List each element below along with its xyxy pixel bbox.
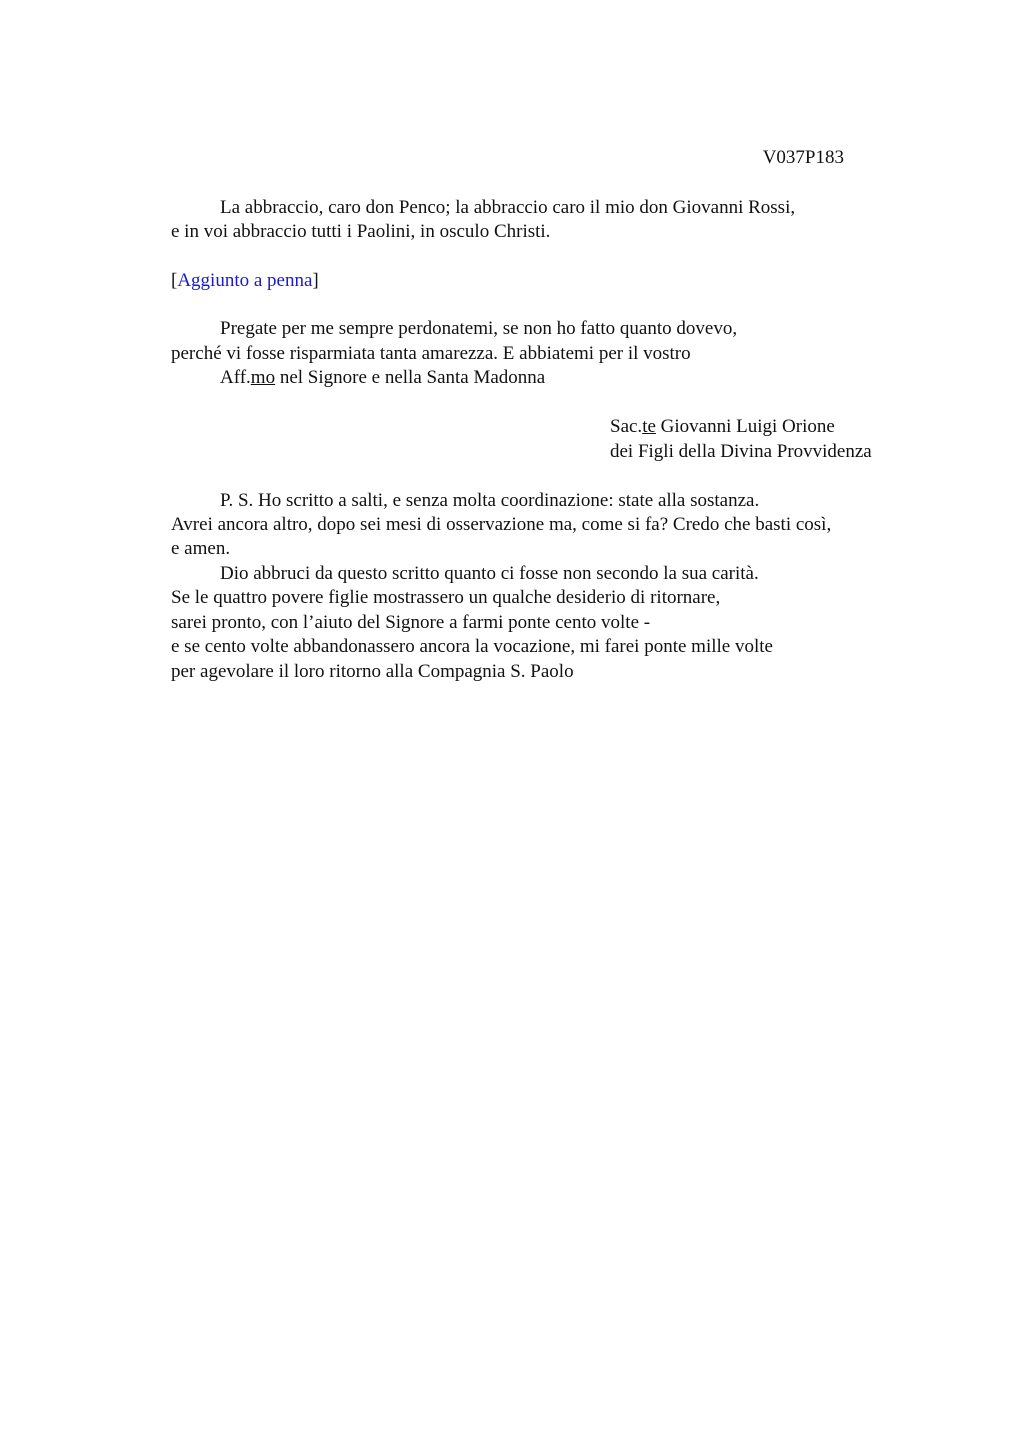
postscript-line: e amen. <box>171 538 231 559</box>
closing-rest: nel Signore e nella Santa Madonna <box>275 367 546 388</box>
greeting-line-2: e in voi abbraccio tutti i Paolini, in osculo Christi. <box>171 221 551 242</box>
handwritten-note <box>171 269 319 293</box>
closing-abbreviation: mo <box>250 367 276 388</box>
postscript-line: sarei pronto, con l’aiuto del Signore a farmi ponte cento volte - <box>171 612 651 633</box>
closing-prefix: Aff. <box>220 367 251 388</box>
postscript-line: e se cento volte abbandonassero ancora la vocazione, mi farei ponte mille volte <box>171 636 773 657</box>
postscript-line: P. S. Ho scritto a salti, e senza molta coordinazione: state alla sostanza. <box>220 490 760 511</box>
note-open-bracket: [ <box>171 270 178 291</box>
postscript-line: Avrei ancora altro, dopo sei mesi di osservazione ma, come si fa? Credo che basti così, <box>171 514 832 535</box>
signature-abbreviation: te <box>642 416 656 437</box>
signature-order: dei Figli della Divina Provvidenza <box>610 441 872 462</box>
page-reference: V037P183 <box>762 147 844 168</box>
postscript-line: Se le quattro povere figlie mostrassero un qualche desiderio di ritornare, <box>171 587 721 608</box>
closing-line <box>220 366 545 390</box>
postscript-line: per agevolare il loro ritorno alla Compagnia S. Paolo <box>171 661 574 682</box>
prayer-line-1: Pregate per me sempre perdonatemi, se non ho fatto quanto dovevo, <box>220 318 738 339</box>
signature-full-name: Giovanni Luigi Orione <box>655 416 835 437</box>
signature-prefix: Sac. <box>610 416 643 437</box>
signature-name <box>610 415 835 439</box>
postscript-line: Dio abbruci da questo scritto quanto ci fosse non secondo la sua carità. <box>220 563 759 584</box>
note-close-bracket: ] <box>312 270 319 291</box>
greeting-line-1: La abbraccio, caro don Penco; la abbraccio caro il mio don Giovanni Rossi, <box>220 197 796 218</box>
note-text: Aggiunto a penna <box>177 270 313 291</box>
prayer-line-2: perché vi fosse risparmiata tanta amarezza. E abbiatemi per il vostro <box>171 343 691 364</box>
